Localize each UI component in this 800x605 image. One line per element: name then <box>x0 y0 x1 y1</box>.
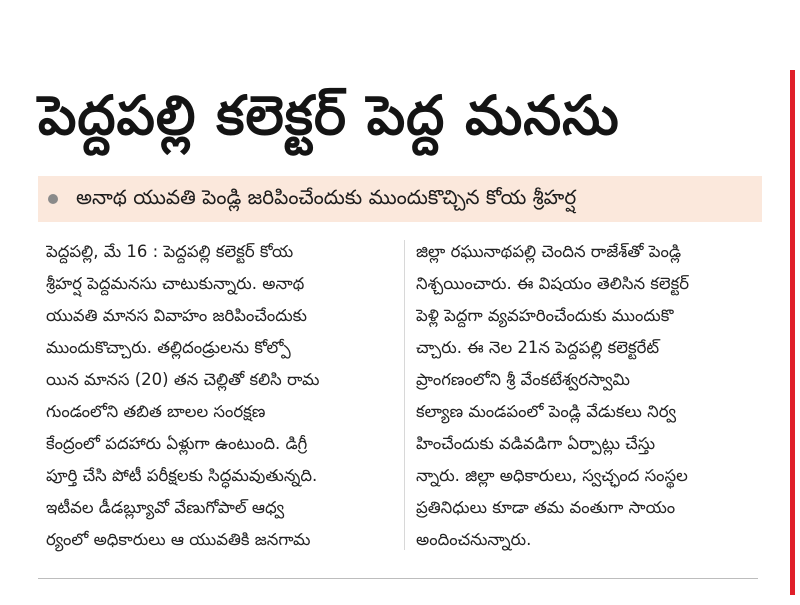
bullet-icon <box>48 194 58 204</box>
text-line: పూర్తి చేసి పోటీ పరీక్షలకు సిద్ధమవుతున్నది. <box>46 466 318 485</box>
subheadline-banner <box>38 176 762 222</box>
text-line: శ్రీహర్ష పెద్దమనసు చాటుకున్నారు. అనాథ <box>46 274 305 293</box>
article-column-2 <box>416 236 766 556</box>
text-line: కల్యాణ మండపంలో పెండ్లి వేడుకలు నిర్వ <box>416 402 677 421</box>
bottom-rule <box>38 578 758 579</box>
text-line: జిల్లా రఘునాథపల్లి చెందిన రాజేశ్‌తో పెండ్లి <box>416 242 682 261</box>
subheadline: అనాథ యువతి పెండ్లి జరిపించేందుకు ముందుకొచ్చిన కోయ శ్రీహర్ష <box>76 184 577 209</box>
text-line: న్నారు. జిల్లా అధికారులు, స్వచ్ఛంద సంస్థల <box>416 466 688 485</box>
article-column-1 <box>46 236 396 556</box>
text-line: గుండంలోని తబిత బాలల సంరక్షణ <box>46 402 266 421</box>
text-line: కేంద్రంలో పదహారు ఏళ్లుగా ఉంటుంది. డిగ్రీ <box>46 434 308 453</box>
text-line: యిన మానస (20) తన చెల్లితో కలిసి రామ <box>46 370 320 389</box>
text-line: ముందుకొచ్చారు. తల్లిదండ్రులను కోల్పో <box>46 338 291 357</box>
text-line: ప్రాంగణంలోని శ్రీ వేంకటేశ్వరస్వామి <box>416 370 631 389</box>
text-line: ర్యంలో అధికారులు ఆ యువతికి జనగామ <box>46 530 311 549</box>
text-line: పెళ్లి పెద్దగా వ్యవహరించేందుకు ముందుకొ <box>416 306 674 325</box>
text-line: ఇటీవల డీడబ్ల్యూవో వేణుగోపాల్ ఆధ్వ <box>46 498 285 517</box>
text-line: హించేందుకు వడివడిగా ఏర్పాట్లు చేస్తు <box>416 434 656 453</box>
accent-border <box>790 70 795 595</box>
text-line: చ్చారు. ఈ నెల 21న పెద్దపల్లి కలెక్టరేట్ <box>416 338 660 357</box>
headline: పెద్దపల్లి కలెక్టర్ పెద్ద మనసు <box>38 84 620 147</box>
text-line: యువతి మానస వివాహం జరిపించేందుకు <box>46 306 307 325</box>
text-line: ప్రతినిధులు కూడా తమ వంతుగా సాయం <box>416 498 676 517</box>
column-divider <box>404 240 405 550</box>
text-line: పెద్దపల్లి, మే 16 : పెద్దపల్లి కలెక్టర్ కోయ <box>46 242 294 261</box>
text-line: అందించనున్నారు. <box>416 530 532 549</box>
text-line: నిశ్చయించారు. ఈ విషయం తెలిసిన కలెక్టర్ <box>416 274 689 293</box>
